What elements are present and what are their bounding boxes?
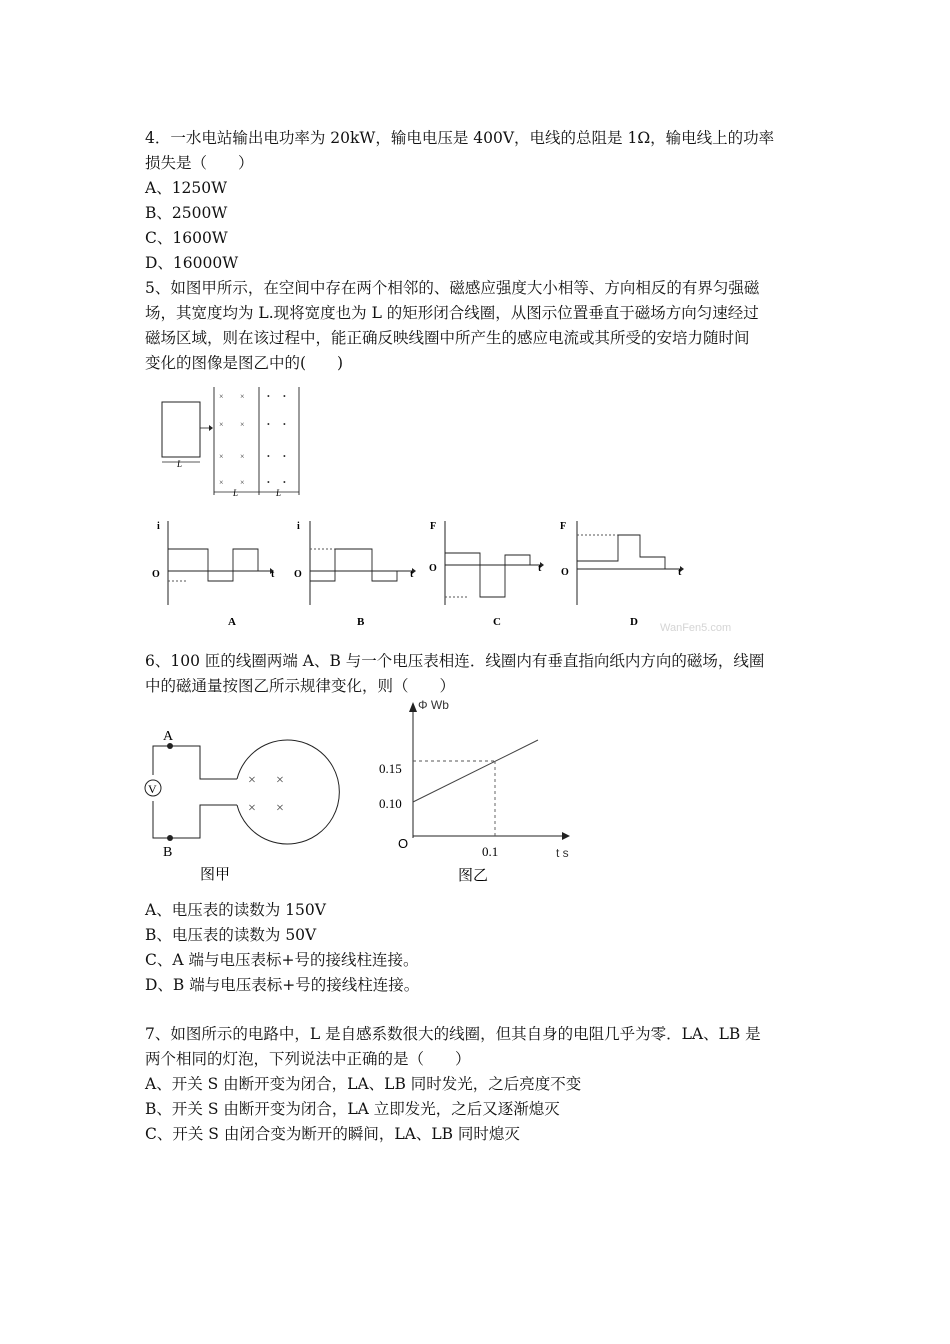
- q6-stem-line-2: 中的磁通量按图乙所示规律变化，则（ ）: [145, 677, 456, 695]
- svg-text:i: i: [157, 521, 160, 532]
- svg-text:•: •: [267, 392, 270, 401]
- svg-text:×: ×: [240, 392, 245, 401]
- q5-answer-graphs: [150, 515, 800, 635]
- svg-text:•: •: [267, 420, 270, 429]
- q6-option-c: C、A 端与电压表标+号的接线柱连接。: [145, 951, 419, 969]
- svg-text:t: t: [678, 567, 682, 578]
- svg-text:•: •: [283, 452, 286, 461]
- svg-text:×: ×: [248, 801, 256, 816]
- coil-rectangle: [162, 402, 200, 457]
- svg-text:×: ×: [240, 452, 245, 461]
- graph-c-label: C: [493, 616, 501, 628]
- svg-text:×: ×: [240, 478, 245, 487]
- graph-d-label: D: [630, 616, 638, 628]
- q5-stem-line-3: 磁场区域，则在该过程中，能正确反映线圈中所产生的感应电流或其所受的安培力随时间: [145, 329, 750, 347]
- field-region-out-of-page: [267, 392, 286, 487]
- q6-figure-yi: [370, 695, 590, 885]
- y-tick-010: 0.10: [379, 796, 402, 811]
- q6-stem-line-1: 6、100 匝的线圈两端 A、B 与一个电压表相连．线圈内有垂直指向纸内方向的磁场，线圈: [145, 652, 765, 670]
- x-axis-arrow-icon: [562, 832, 570, 840]
- q4-option-a: A、1250W: [145, 179, 228, 197]
- graph-b: [294, 521, 416, 628]
- svg-text:•: •: [283, 392, 286, 401]
- voltmeter-label: V: [148, 782, 157, 796]
- q6-option-a: A、电压表的读数为 150V: [145, 901, 326, 919]
- svg-text:•: •: [283, 478, 286, 487]
- svg-text:×: ×: [240, 420, 245, 429]
- svg-text:×: ×: [276, 773, 284, 788]
- graph-c: [429, 521, 544, 628]
- svg-text:•: •: [283, 420, 286, 429]
- svg-text:×: ×: [219, 392, 224, 401]
- graph-d: [560, 521, 684, 628]
- terminal-b-label: B: [163, 845, 173, 860]
- svg-text:O: O: [294, 569, 302, 580]
- q7-stem-line-2: 两个相同的灯泡，下列说法中正确的是（ ）: [145, 1050, 471, 1068]
- graph-a-label: A: [228, 616, 236, 628]
- coil-width-label: L: [177, 459, 183, 469]
- field-width-label-2: L: [276, 488, 282, 498]
- graph-a: [152, 521, 275, 628]
- terminal-a-label: A: [163, 729, 174, 744]
- svg-text:O: O: [561, 567, 569, 578]
- svg-text:t: t: [538, 563, 542, 574]
- svg-text:×: ×: [219, 478, 224, 487]
- origin-label: O: [398, 836, 409, 851]
- q4-option-c: C、1600W: [145, 229, 228, 247]
- watermark: WanFen5.com: [660, 622, 732, 634]
- q6-option-d: D、B 端与电压表标+号的接线柱连接。: [145, 976, 420, 994]
- field-width-label-1: L: [233, 488, 239, 498]
- field-region-into-page: [219, 392, 245, 487]
- svg-text:t: t: [271, 569, 275, 580]
- x-tick-01: 0.1: [482, 844, 499, 859]
- q7-option-b: B、开关 S 由断开变为闭合，LA 立即发光，之后又逐渐熄灭: [145, 1100, 560, 1118]
- field-into-page: [248, 773, 284, 816]
- q7-stem-line-1: 7、如图所示的电路中，L 是自感系数很大的线圈，但其自身的电阻几乎为零．LA、LB 是: [145, 1025, 761, 1043]
- q4-option-d: D、16000W: [145, 254, 239, 272]
- graph-b-label: B: [357, 616, 365, 628]
- q5-stem-line-1: 5、如图甲所示，在空间中存在两个相邻的、磁感应强度大小相等、方向相反的有界匀强磁: [145, 279, 760, 297]
- svg-text:i: i: [297, 521, 300, 532]
- svg-text:t: t: [410, 569, 414, 580]
- q4-stem-line-1: 4．一水电站输出电功率为 20kW，输电电压是 400V，电线的总阻是 1Ω，输电线上的功率: [145, 129, 775, 147]
- q5-field-figure: [155, 385, 315, 510]
- q5-stem-line-4: 变化的图像是图乙中的( ): [145, 354, 344, 372]
- caption-jia: 图甲: [200, 866, 231, 883]
- svg-text:O: O: [152, 569, 160, 580]
- svg-text:×: ×: [248, 773, 256, 788]
- q5-stem-line-2: 场，其宽度均为 L.现将宽度也为 L 的矩形闭合线圈，从图示位置垂直于磁场方向匀速经过: [145, 304, 759, 322]
- q4-stem-line-2: 损失是（ ）: [145, 154, 254, 172]
- q4-option-b: B、2500W: [145, 204, 228, 222]
- q6-option-b: B、电压表的读数为 50V: [145, 926, 317, 944]
- y-tick-015: 0.15: [379, 761, 402, 776]
- svg-text:F: F: [560, 521, 567, 532]
- loop-circle: [237, 740, 339, 844]
- y-axis-arrow-icon: [409, 702, 417, 712]
- q6-figure-jia: [140, 722, 330, 887]
- x-axis-label: t s: [556, 846, 569, 860]
- caption-yi: 图乙: [458, 867, 489, 884]
- svg-text:×: ×: [276, 801, 284, 816]
- q7-option-c: C、开关 S 由闭合变为断开的瞬间，LA、LB 同时熄灭: [145, 1125, 520, 1143]
- q7-option-a: A、开关 S 由断开变为闭合，LA、LB 同时发光，之后亮度不变: [145, 1075, 582, 1093]
- svg-text:×: ×: [219, 452, 224, 461]
- svg-text:×: ×: [219, 420, 224, 429]
- velocity-arrow-icon: [209, 425, 213, 431]
- svg-text:•: •: [267, 452, 270, 461]
- svg-text:O: O: [429, 563, 437, 574]
- flux-line: [413, 740, 538, 802]
- y-axis-label: Φ Wb: [418, 698, 449, 712]
- svg-text:F: F: [430, 521, 437, 532]
- svg-text:•: •: [267, 478, 270, 487]
